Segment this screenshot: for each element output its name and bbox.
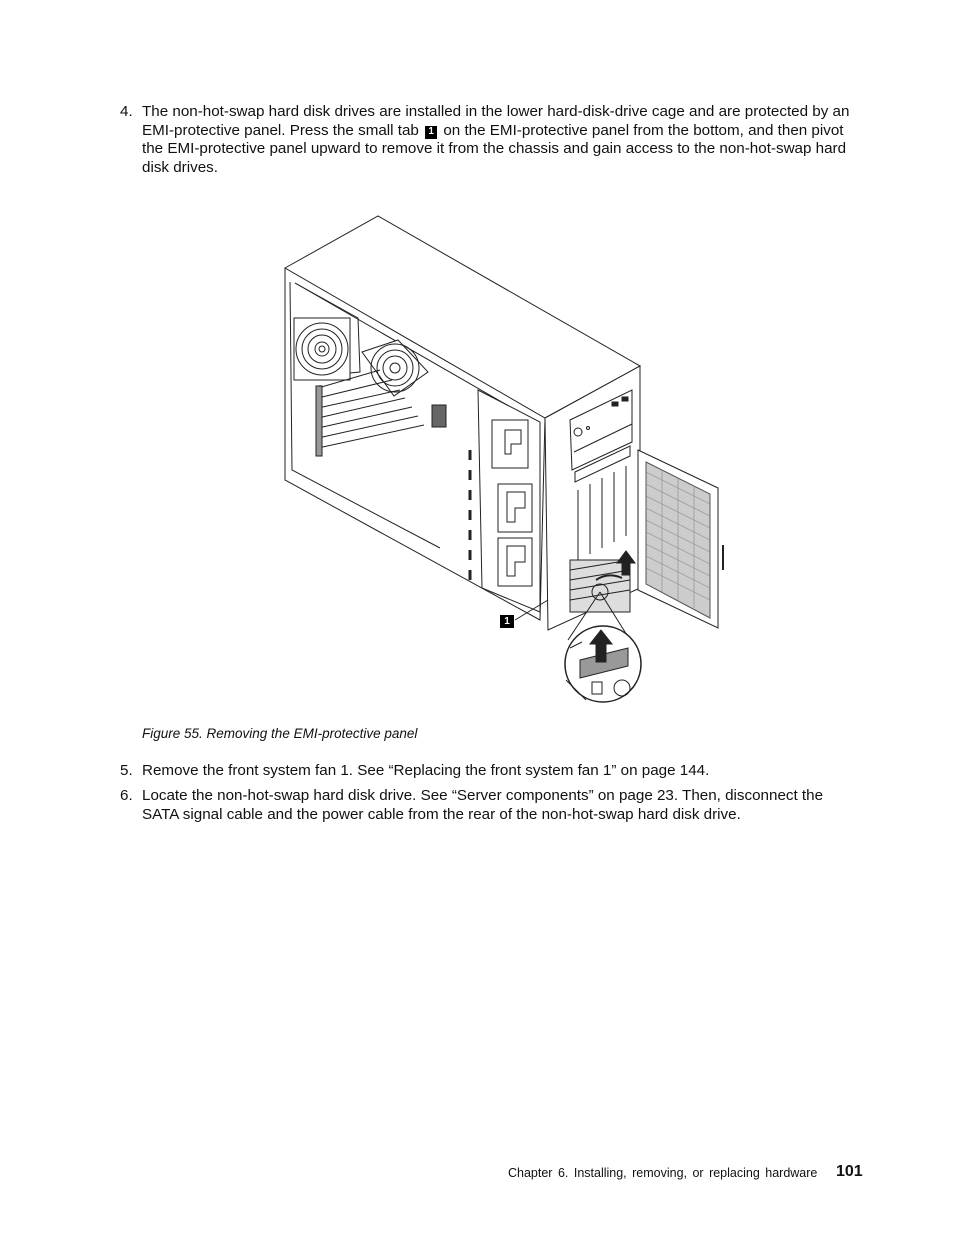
- step-text: Remove the front system fan 1. See “Replacing the front system fan 1” on page 144.: [142, 762, 710, 779]
- drive-cage: [470, 390, 540, 612]
- step-text: Locate the non-hot-swap hard disk drive. See “Server components” on page 23. Then, disconnect the SATA signal cable and the power cable from the rear of the non-hot-swap hard disk drive.: [142, 787, 824, 823]
- footer-chapter-title: Chapter 6. Installing, removing, or replacing hardware: [508, 1166, 818, 1180]
- step-4: [120, 103, 860, 177]
- step-5: [120, 762, 860, 781]
- step-text-after: on the EMI-protective panel from the bottom, and then pivot the EMI-protective panel upward to remove it from the chassis and gain access to the non-hot-swap hard disk drives.: [142, 121, 847, 176]
- step-text-before: The non-hot-swap hard disk drives are installed in the lower hard-disk-drive cage and are protected by an EMI-protective panel. Press the small tab: [142, 103, 850, 139]
- figure-callout-badge: 1: [500, 615, 514, 628]
- rear-fan-icon: [294, 318, 350, 380]
- step-number: 4.: [120, 103, 133, 120]
- step-number: 6.: [120, 787, 133, 804]
- cpu-fan-icon: [362, 340, 428, 396]
- front-door: [638, 450, 723, 628]
- figure-caption: Figure 55. Removing the EMI-protective panel: [142, 726, 418, 741]
- server-chassis-illustration: [260, 210, 730, 710]
- step-number: 5.: [120, 762, 133, 779]
- callout-badge: 1: [425, 126, 437, 139]
- step-text: [142, 103, 860, 177]
- step-6: [120, 787, 860, 824]
- page-number: 101: [836, 1163, 863, 1180]
